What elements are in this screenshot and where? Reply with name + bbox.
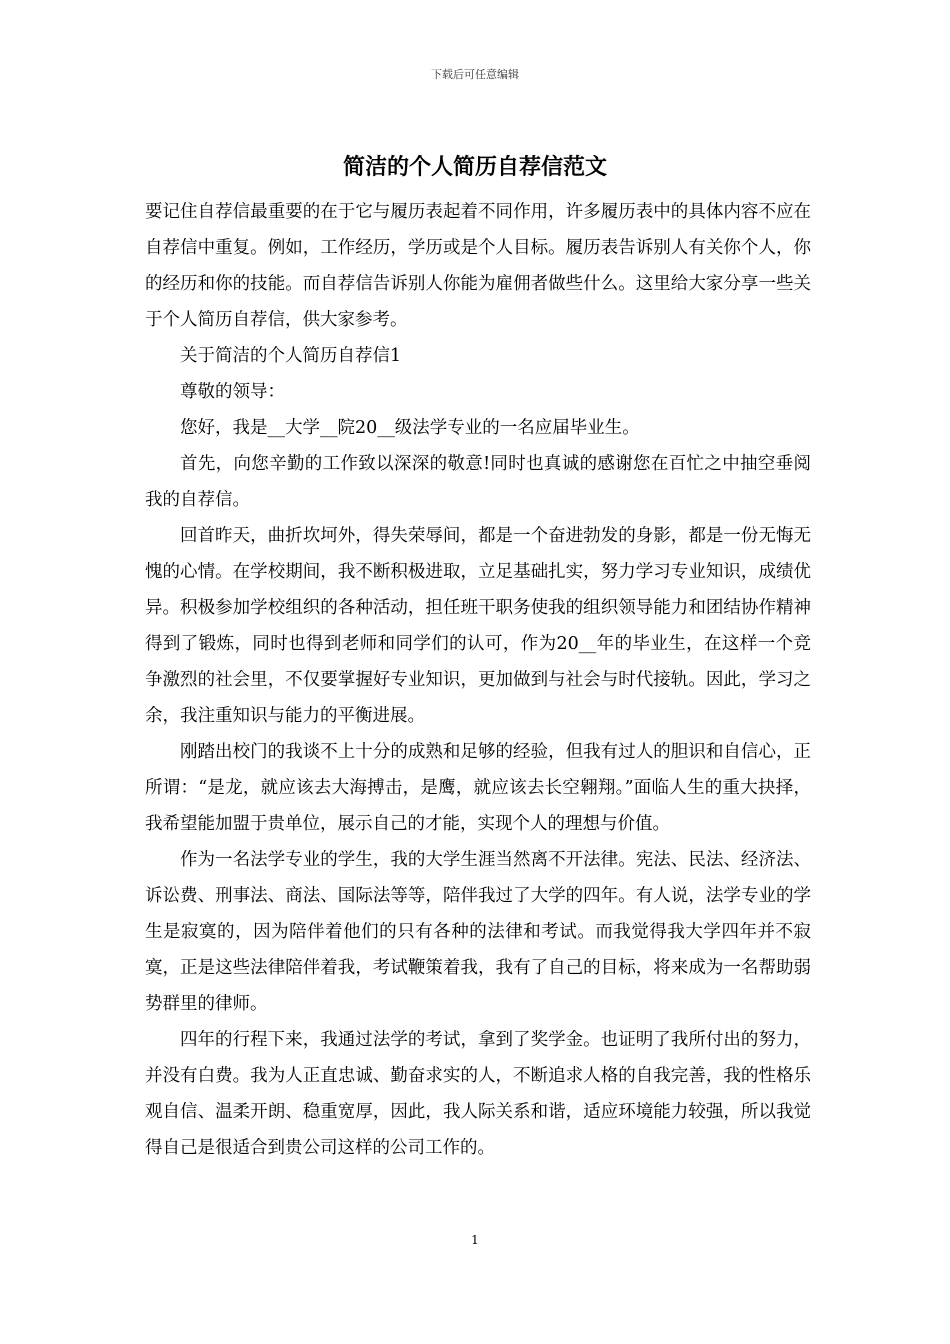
body-paragraph: 四年的行程下来，我通过法学的考试，拿到了奖学金。也证明了我所付出的努力，并没有白费。我为人正直忠诚、勤奋求实的人，不断追求人格的自我完善，我的性格乐观自信、温柔开朗、稳重宽厚，因此，我人际关系和谐，适应环境能力较强，所以我觉得自己是很适合到贵公司这样的公司工作的。 bbox=[145, 1030, 811, 1158]
body-paragraph: 作为一名法学专业的学生，我的大学生涯当然离不开法律。宪法、民法、经济法、诉讼费、刑事法、商法、国际法等等，陪伴我过了大学的四年。有人说，法学专业的学生是寂寞的，因为陪伴着他们的只有各种的法律和考试。而我觉得我大学四年并不寂寞，正是这些法律陪伴着我，考试鞭策着我，我有了自己的目标，将来成为一名帮助弱势群里的律师。 bbox=[145, 850, 811, 1014]
body-paragraph: 刚踏出校门的我谈不上十分的成熟和足够的经验，但我有过人的胆识和自信心，正所谓：“是龙，就应该去大海搏击，是鹰，就应该去长空翱翔。”面临人生的重大抉择，我希望能加盟于贵单位，展示自己的才能，实现个人的理想与价值。 bbox=[145, 742, 811, 834]
document-title: 简洁的个人简历自荐信范文 bbox=[342, 154, 607, 180]
intro-paragraph: 要记住自荐信最重要的在于它与履历表起着不同作用，许多履历表中的具体内容不应在自荐信中重复。例如，工作经历，学历或是个人目标。履历表告诉别人有关你个人，你的经历和你的技能。而自荐信告诉别人你能为雇佣者做些什么。这里给大家分享一些关于个人简历自荐信，供大家参考。 bbox=[145, 202, 811, 330]
greeting-paragraph: 您好，我是__大学__院20__级法学专业的一名应届毕业生。 bbox=[180, 418, 640, 438]
page-number: 1 bbox=[471, 1233, 479, 1247]
body-paragraph: 回首昨天，曲折坎坷外，得失荣辱间，都是一个奋进勃发的身影，都是一份无悔无愧的心情。在学校期间，我不断积极进取，立足基础扎实，努力学习专业知识，成绩优异。积极参加学校组织的各种活动，担任班干职务使我的组织领导能力和团结协作精神得到了锻炼，同时也得到老师和同学们的认可，作为20__年的毕业生，在这样一个竞争激烈的社会里，不仅要掌握好专业知识，更加做到与社会与时代接轨。因此，学习之余，我注重知识与能力的平衡进展。 bbox=[145, 526, 811, 726]
body-paragraph: 首先，向您辛勤的工作致以深深的敬意!同时也真诚的感谢您在百忙之中抽空垂阅我的自荐信。 bbox=[145, 454, 811, 510]
document-body bbox=[145, 194, 811, 1166]
header-note: 下载后可任意编辑 bbox=[431, 68, 519, 81]
salutation: 尊敬的领导： bbox=[180, 382, 285, 402]
section-heading: 关于简洁的个人简历自荐信1 bbox=[180, 346, 402, 366]
